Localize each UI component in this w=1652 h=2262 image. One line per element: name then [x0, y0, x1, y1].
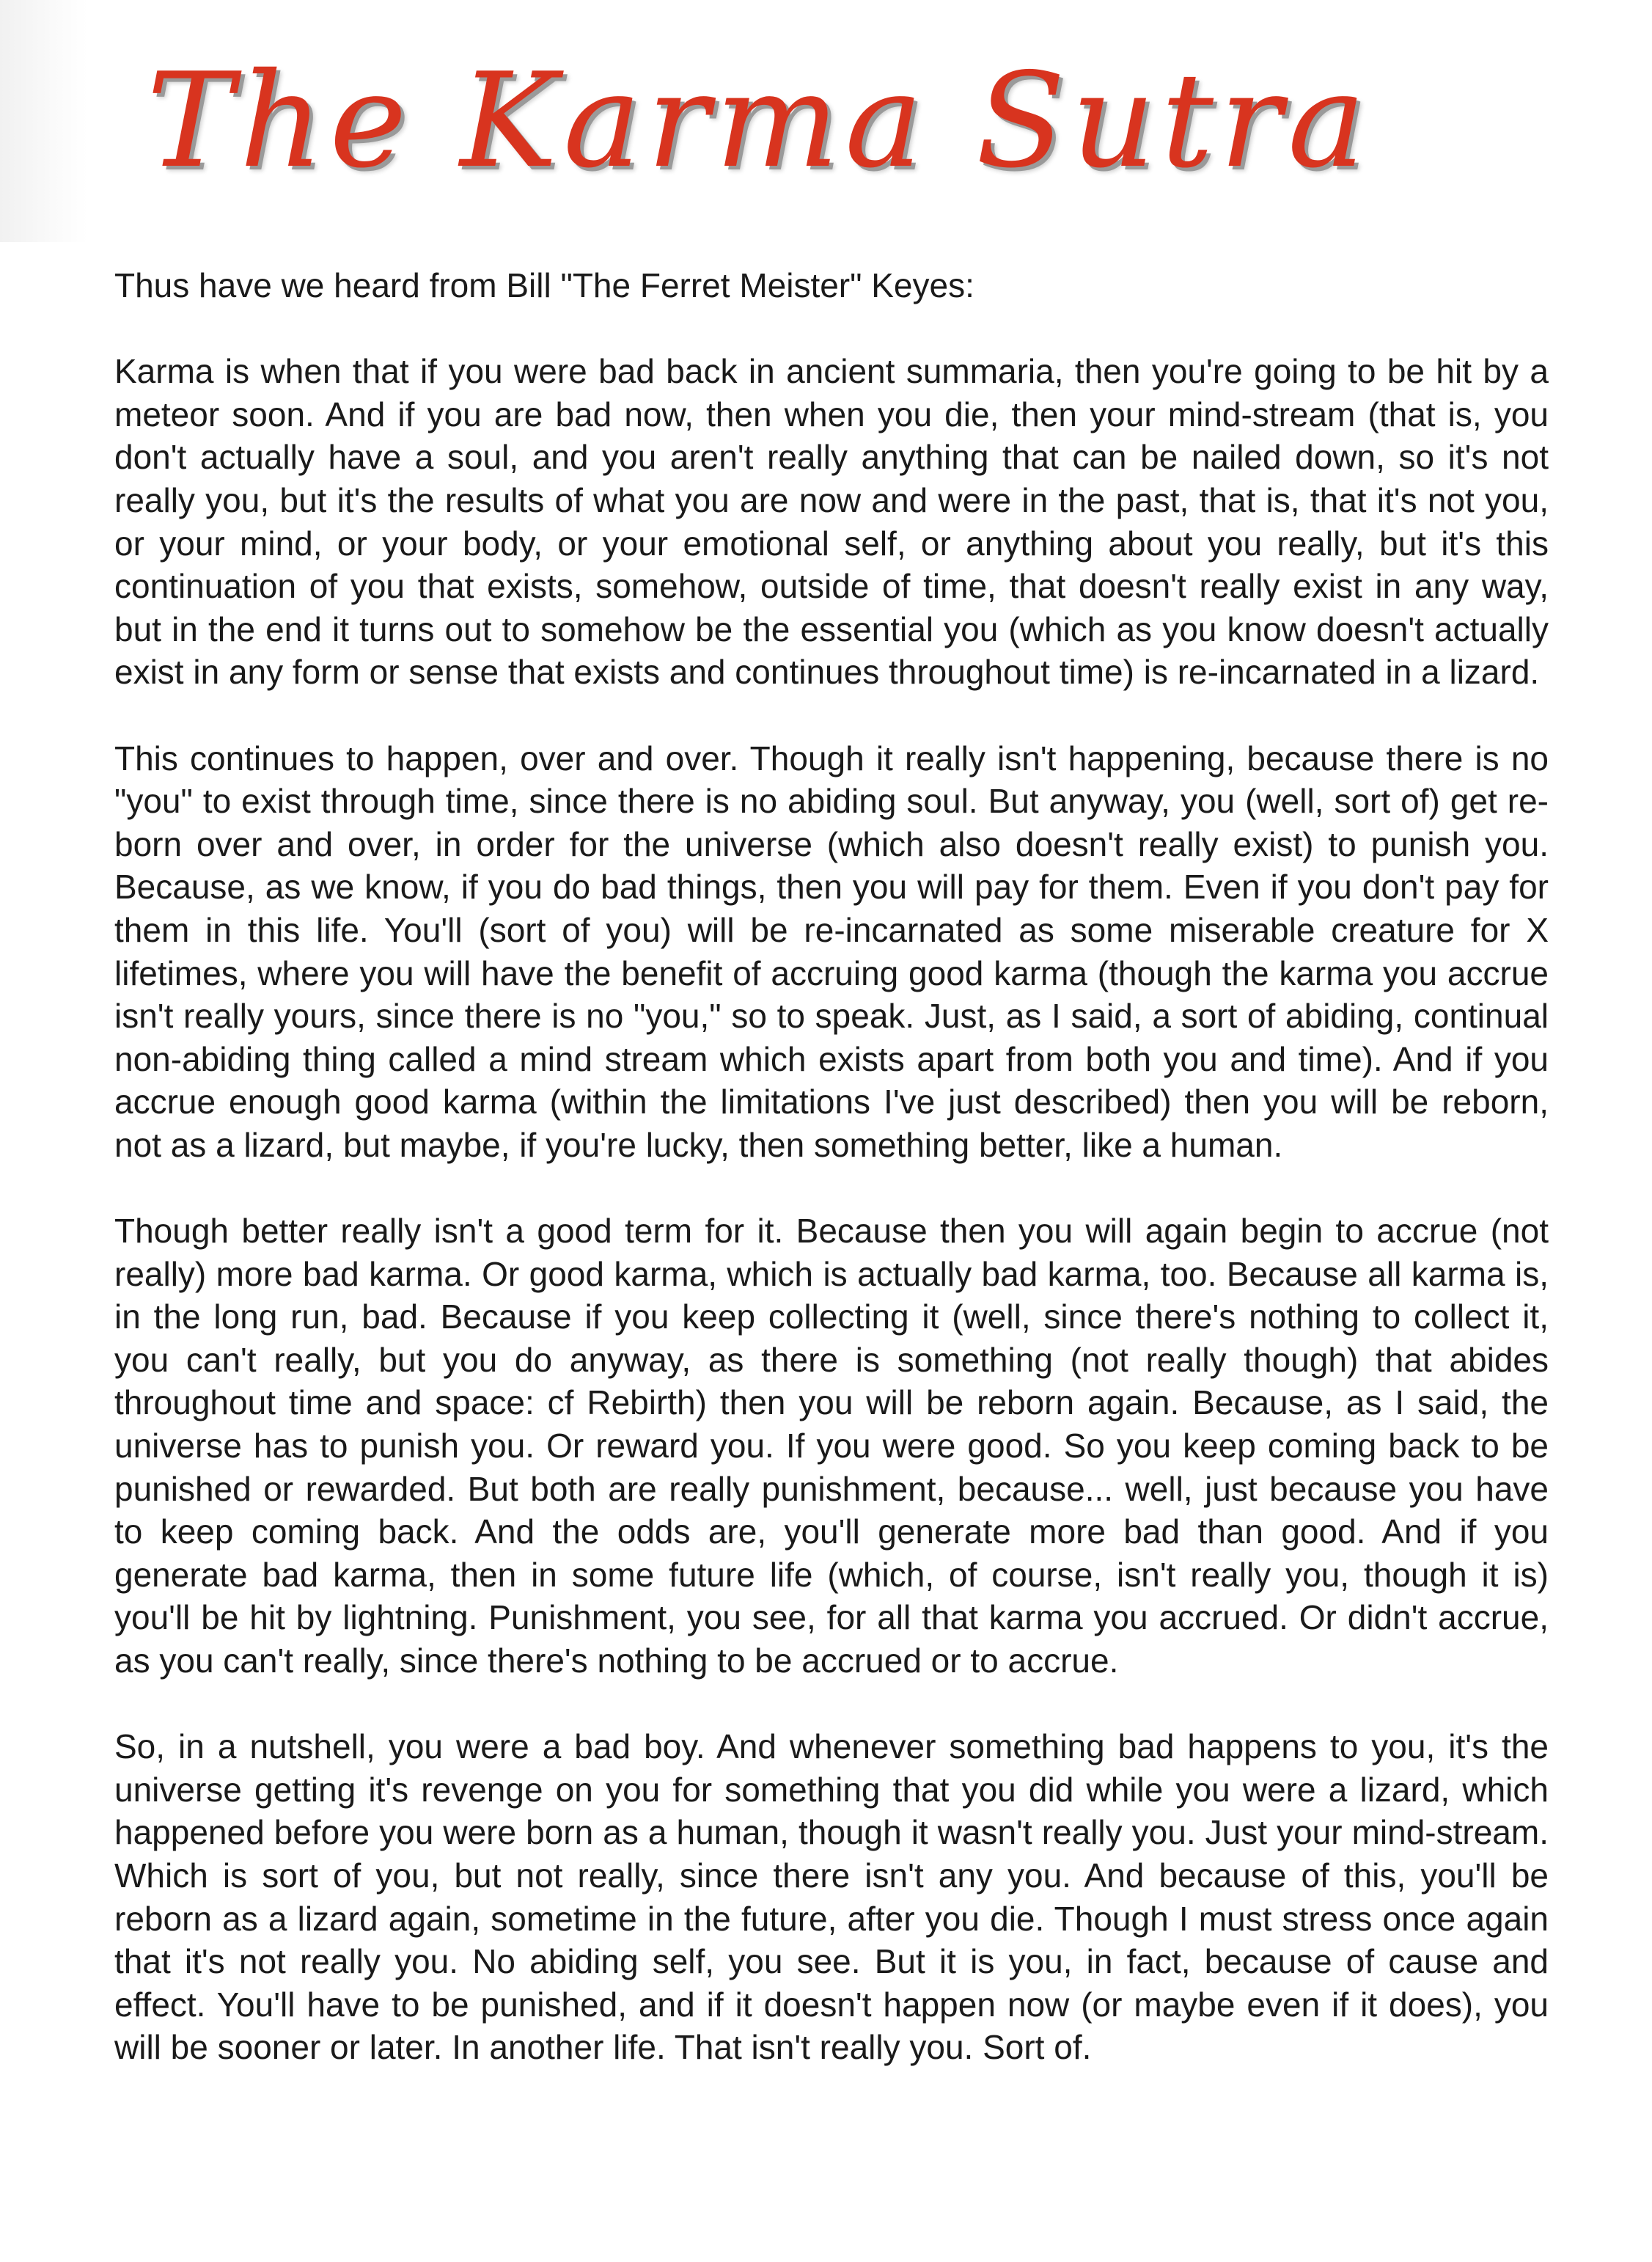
paragraph-2: This continues to happen, over and over. Though it really isn't happening, because there is no "you" to exist through time, since there is no abiding soul. But anyway, you (well, sort of) get re-born over and over, in order for the universe (which also doesn't really exist) to punish you. Because, as we know, if you do bad things, then you will pay for them. Even if you don't pay for them in this life. You'll (sort of you) will be re-incarnated as some miserable creature for X lifetimes, where you will have the benefit of accruing good karma (though the karma you accrue isn't really yours, since there is no "you," so to speak. Just, as I said, a sort of abiding, continual non-abiding thing called a mind stream which exists apart from both you and time). And if you accrue enough good karma (within the limitations I've just described) then you will be reborn, not as a lizard, but maybe, if you're lucky, then something better, like a human. — [114, 739, 1549, 1164]
intro-line: Thus have we heard from Bill "The Ferret Meister" Keyes: — [114, 266, 974, 304]
scan-shadow — [0, 0, 88, 242]
paragraph-3: Though better really isn't a good term for it. Because then you will again begin to accrue (not really) more bad karma. Or good karma, which is actually bad karma, too. Because all karma is, in the long run, bad. Because if you keep collecting it (well, since there's nothing to collect it, you can't really, but you do anyway, as there is something (not really though) that abides throughout time and space: cf Rebirth) then you will be reborn again. Because, as I said, the universe has to punish you. Or reward you. If you were good. So you keep coming back to be punished or rewarded. But both are really punishment, because... well, just because you have to keep coming back. And the odds are, you'll generate more bad than good. And if you generate bad karma, then in some future life (which, of course, isn't really you, though it is) you'll be hit by lightning. Punishment, you see, for all that karma you accrued. Or didn't accrue, as you can't really, since there's nothing to be accrued or to accrue. — [114, 1212, 1549, 1680]
paragraph-4: So, in a nutshell, you were a bad boy. And whenever something bad happens to you, it's the universe getting it's revenge on you for something that you did while you were a lizard, which happened before you were born as a human, though it wasn't really you. Just your mind-stream. Which is sort of you, but not really, since there isn't any you. And because of this, you'll be reborn as a lizard again, sometime in the future, after you die. Though I must stress once again that it's not really you. No abiding self, you see. But it is you, in fact, because of cause and effect. You'll have to be punished, and if it doesn't happen now (or maybe even if it does), you will be sooner or later. In another life. That isn't really you. Sort of. — [114, 1727, 1549, 2067]
article-body — [114, 264, 1549, 2112]
page-title: The Karma Sutra — [147, 45, 1372, 197]
paragraph-1: Karma is when that if you were bad back in ancient summaria, then you're going to be hit by a meteor soon. And if you are bad now, then when you die, then your mind-stream (that is, you don't actually have a soul, and you aren't really anything that can be nailed down, so it's not really you, but it's the results of what you are now and were in the past, that is, that it's not you, or your mind, or your body, or your emotional self, or anything about you really, but it's this continuation of you that exists, somehow, outside of time, that doesn't really exist in any way, but in the end it turns out to somehow be the essential you (which as you know doesn't actually exist in any form or sense that exists and continues throughout time) is re-incarnated in a lizard. — [114, 352, 1549, 692]
